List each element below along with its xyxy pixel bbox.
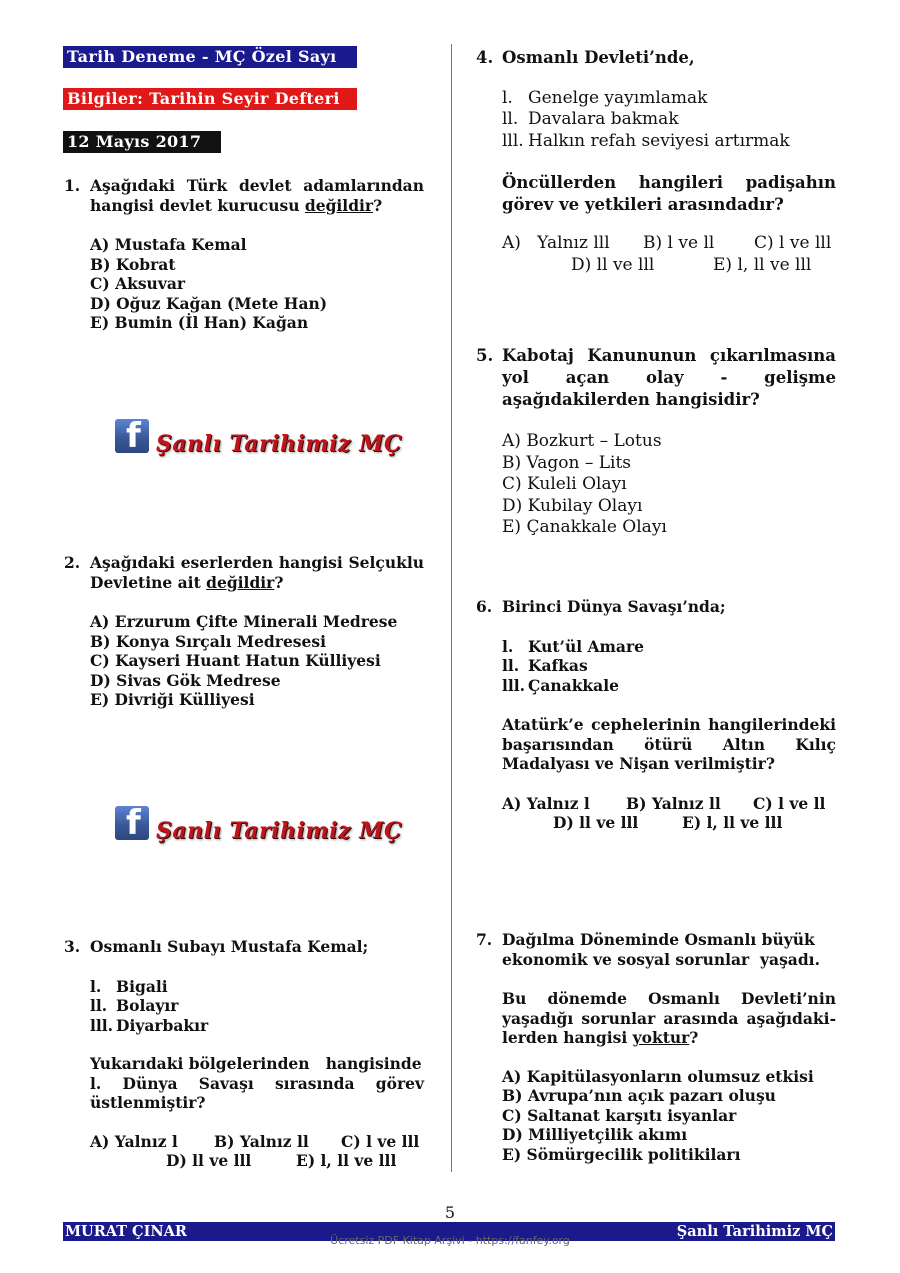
question-7	[476, 930, 836, 1164]
premise-item	[90, 1016, 424, 1036]
premise-number: lll.	[502, 130, 524, 151]
premise-item	[502, 131, 836, 153]
question-number: 2.	[64, 553, 81, 572]
premise-number: ll.	[502, 656, 520, 675]
exam-date: 12 Mayıs 2017	[67, 132, 202, 151]
option-b[interactable]: B) Yalnız ll	[214, 1131, 309, 1151]
question-text: Osmanlı Devleti’nde,	[502, 48, 695, 67]
question-stem: Yukarıdaki bölgelerinden hangisinde	[90, 1054, 422, 1073]
question-text: Birinci Dünya Savaşı’nda;	[502, 597, 726, 616]
option-b[interactable]: B) l ve ll	[643, 233, 715, 253]
premise-number: ll.	[502, 109, 519, 129]
emphasis: değildir	[206, 572, 275, 592]
footer-author: MURAT ÇINAR	[65, 1223, 187, 1240]
premise-text: Kut’ül Amare	[528, 636, 645, 656]
exam-subtitle: Bilgiler: Tarihin Seyir Defteri	[67, 89, 340, 108]
brand-logo-text: Şanlı Tarihimiz MÇ	[156, 818, 402, 844]
premise-number: l.	[90, 976, 102, 996]
option-b[interactable]: B) Avrupa’nın açık pazarı oluşu	[502, 1086, 776, 1105]
question-text: Aşağıdaki eserlerden hangisi Selçuklu	[90, 553, 424, 572]
option-e[interactable]: E) l, ll ve lll	[682, 813, 783, 832]
question-3	[64, 937, 424, 1171]
option-list	[90, 1132, 424, 1171]
option-b[interactable]: B) Kobrat	[90, 254, 176, 274]
premise-text: Bigali	[116, 976, 168, 996]
question-2	[64, 553, 424, 710]
option-d[interactable]: D) Oğuz Kağan (Mete Han)	[90, 293, 328, 313]
option-d[interactable]: D) Milliyetçilik akımı	[502, 1125, 688, 1144]
option-c[interactable]: C) l ve ll	[753, 793, 826, 813]
exam-title: Tarih Deneme - MÇ Özel Sayı	[67, 47, 337, 66]
exam-date-bar	[63, 131, 221, 153]
premise-item	[502, 676, 836, 696]
option-b[interactable]: B) Konya Sırçalı Medresesi	[90, 631, 327, 651]
premise-text: Kafkas	[528, 656, 588, 675]
option-a[interactable]: A) Erzurum Çifte Minerali Medrese	[90, 612, 398, 631]
question-text: hangisi devlet kurucusu	[90, 195, 305, 215]
option-b[interactable]: B) Yalnız ll	[626, 793, 721, 813]
question-text: ekonomik ve sosyal sorunlar yaşadı.	[502, 949, 820, 969]
facebook-icon: f	[115, 419, 149, 453]
question-stem: Öncüllerden hangileri padişahın	[502, 173, 836, 192]
page-number: 5	[444, 1203, 456, 1222]
premise-item	[90, 977, 424, 997]
question-number: 5.	[476, 346, 494, 365]
question-5	[476, 345, 836, 539]
option-c[interactable]: C) l ve lll	[341, 1131, 420, 1151]
watermark-text: Ücretsiz PDF Kitap Arşivi - https://fanfey.org	[330, 1234, 570, 1247]
premise-number: l.	[502, 87, 513, 108]
question-text: Dağılma Döneminde Osmanlı büyük	[502, 930, 815, 949]
question-stem: üstlenmiştir?	[90, 1093, 206, 1112]
premise-item	[502, 656, 836, 676]
question-text: aşağıdakilerden hangisidir?	[502, 390, 760, 409]
exam-title-bar	[63, 46, 357, 68]
option-c[interactable]: C) Kayseri Huant Hatun Külliyesi	[90, 651, 381, 670]
option-e[interactable]: E) l, ll ve lll	[296, 1151, 397, 1170]
option-a[interactable]: A) Yalnız lll	[502, 233, 610, 253]
emphasis: yoktur	[632, 1028, 690, 1047]
premise-text: Bolayır	[116, 996, 179, 1015]
option-a[interactable]: A) Bozkurt – Lotus	[502, 431, 662, 451]
question-stem: görev ve yetkileri arasındadır?	[502, 195, 784, 214]
question-stem: Madalyası ve Nişan verilmiştir?	[502, 754, 775, 773]
premise-list	[502, 88, 836, 153]
premise-text: Davalara bakmak	[528, 109, 679, 129]
premise-text: Diyarbakır	[116, 1015, 209, 1035]
premise-item	[502, 109, 836, 131]
question-stem: lerden hangisi	[502, 1028, 633, 1047]
premise-item	[502, 637, 836, 657]
option-d[interactable]: D) Sivas Gök Medrese	[90, 670, 281, 690]
option-c[interactable]: C) Saltanat karşıtı isyanlar	[502, 1105, 737, 1125]
premise-item	[502, 88, 836, 110]
question-text: yol açan olay - gelişme	[502, 368, 836, 387]
question-mark: ?	[689, 1028, 699, 1047]
option-e[interactable]: E) Çanakkale Olayı	[502, 517, 667, 537]
option-a[interactable]: A) Kapitülasyonların olumsuz etkisi	[502, 1066, 814, 1086]
question-text: Kabotaj Kanununun çıkarılmasına	[502, 346, 836, 365]
option-d[interactable]: D) Kubilay Olayı	[502, 495, 643, 516]
brand-logo-text: Şanlı Tarihimiz MÇ	[156, 431, 402, 457]
premise-list	[502, 637, 836, 696]
question-number: 1.	[64, 176, 81, 195]
option-list	[502, 233, 836, 276]
question-text: Aşağıdaki Türk devlet adamlarından	[90, 176, 424, 195]
option-list	[90, 235, 424, 333]
question-text: Devletine ait	[90, 572, 207, 592]
question-text: Osmanlı Subayı Mustafa Kemal;	[90, 937, 369, 956]
emphasis: değildir	[304, 195, 374, 215]
option-e[interactable]: E) Bumin (İl Han) Kağan	[90, 313, 309, 332]
facebook-icon: f	[115, 806, 149, 840]
option-c[interactable]: C) Aksuvar	[90, 274, 186, 293]
question-stem: Atatürk’e cephelerinin hangilerindeki	[502, 715, 836, 734]
premise-list	[90, 977, 424, 1036]
option-e[interactable]: E) Sömürgecilik politikiları	[502, 1144, 741, 1164]
question-1	[64, 176, 424, 333]
premise-number: l.	[502, 636, 514, 656]
option-a[interactable]: A) Mustafa Kemal	[90, 235, 247, 254]
option-d[interactable]: D) ll ve lll	[553, 813, 639, 832]
premise-item	[90, 996, 424, 1016]
premise-text: Halkın refah seviyesi artırmak	[528, 130, 790, 151]
question-number: 7.	[476, 930, 493, 949]
option-list	[502, 1067, 836, 1165]
question-mark: ?	[373, 195, 383, 215]
option-d[interactable]: D) ll ve lll	[571, 254, 655, 275]
option-list	[502, 794, 836, 833]
premise-number: lll.	[502, 675, 526, 695]
premise-number: ll.	[90, 996, 108, 1015]
question-stem: yaşadığı sorunlar arasında aşağıdaki-	[502, 1008, 836, 1028]
footer-brand: Şanlı Tarihimiz MÇ	[676, 1223, 833, 1240]
question-stem: l. Dünya Savaşı sırasında görev	[90, 1073, 424, 1093]
option-d[interactable]: D) ll ve lll	[166, 1151, 252, 1170]
option-c[interactable]: C) Kuleli Olayı	[502, 474, 627, 494]
question-6	[476, 597, 836, 833]
exam-subtitle-bar	[63, 88, 357, 110]
premise-number: lll.	[90, 1015, 114, 1035]
option-a[interactable]: A) Yalnız l	[502, 793, 590, 813]
premise-text: Çanakkale	[528, 675, 619, 695]
question-number: 4.	[476, 48, 494, 67]
option-list	[90, 612, 424, 710]
column-divider	[451, 44, 452, 1172]
option-b[interactable]: B) Vagon – Lits	[502, 452, 632, 473]
question-number: 3.	[64, 937, 81, 956]
question-stem: Bu dönemde Osmanlı Devleti’nin	[502, 989, 836, 1008]
question-number: 6.	[476, 597, 493, 616]
option-a[interactable]: A) Yalnız l	[90, 1131, 178, 1151]
premise-text: Genelge yayımlamak	[528, 87, 708, 108]
option-e[interactable]: E) l, ll ve lll	[713, 254, 812, 275]
question-4	[476, 48, 836, 276]
question-stem: başarısından ötürü Altın Kılıç	[502, 734, 836, 754]
question-mark: ?	[274, 572, 284, 592]
option-list	[502, 431, 836, 539]
option-e[interactable]: E) Divriği Külliyesi	[90, 690, 255, 709]
option-c[interactable]: C) l ve lll	[754, 233, 832, 253]
